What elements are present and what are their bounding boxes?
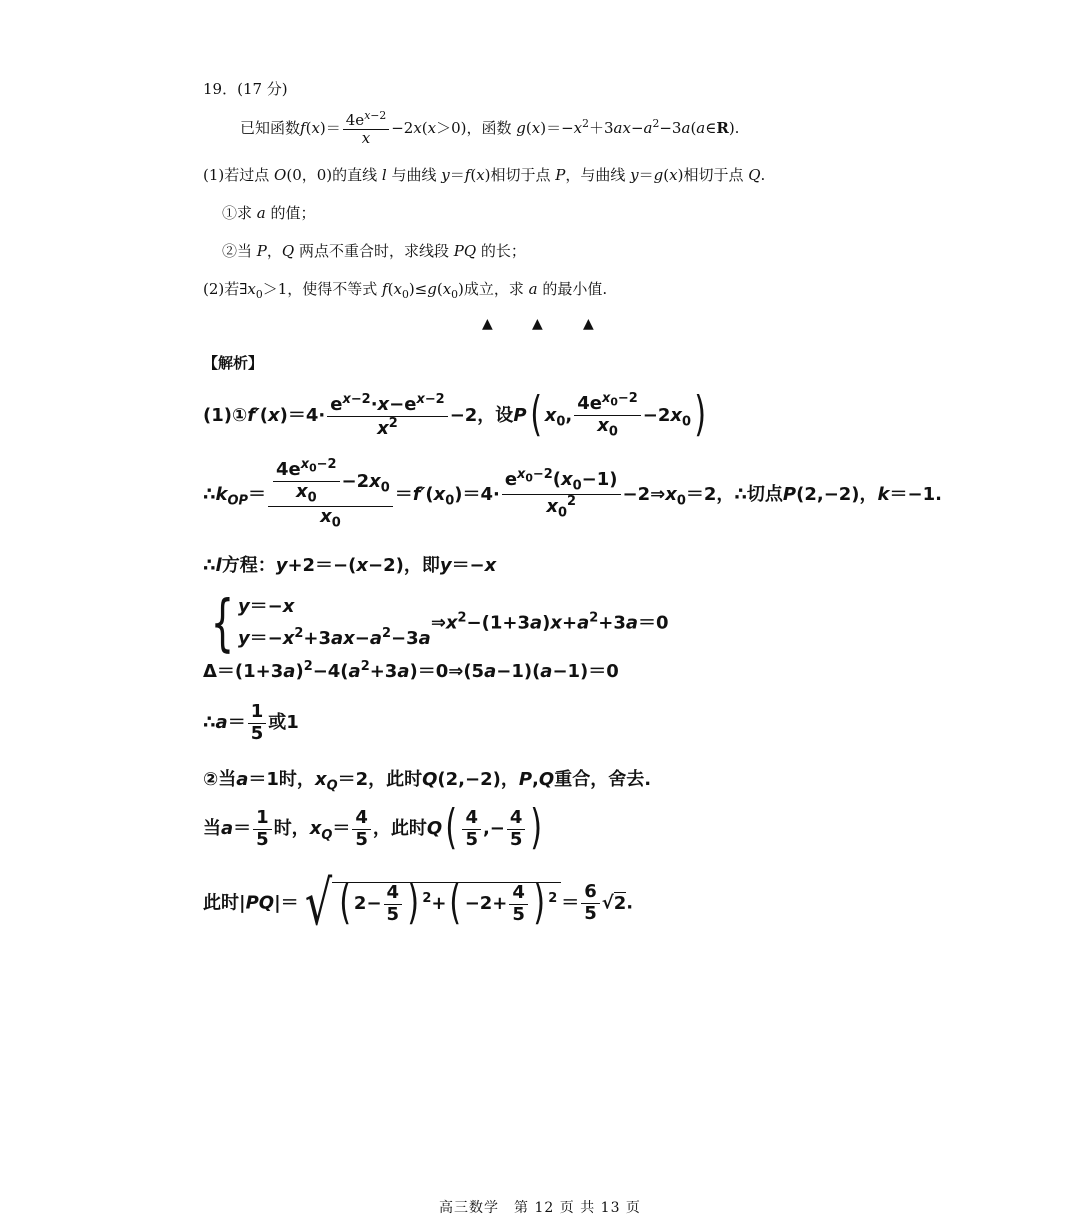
problem-number: 19．(17 分): [203, 80, 288, 98]
solution-line3: ∴l方程：y+2＝−(x−2)，即y＝−x: [203, 555, 497, 576]
separator-triangle: ▲: [583, 316, 594, 332]
solution-heading: 【解析】: [203, 354, 264, 372]
problem-part2: (2)若$\exists x_0>1$，使得不等式 $f(x_0)\le g(x_0)$成立，求 a 的最小值.: [203, 280, 608, 301]
solution-line8: 当a＝ $\frac{1}{5}$ 时，$x_Q=$ $\frac{4}{5}$ ，此时Q( $\frac{4}{5}$ ,− $\frac{4}{5}$ ): [203, 801, 543, 856]
separator-triangle: ▲: [532, 316, 543, 332]
problem-given: 已知函数f(x)＝ $\frac{4e^{x-2}}{x}$ −2x(x＞0)，函数 $g(x)=-x^2+3ax-a^2-3a(a\in R)$.: [240, 109, 740, 148]
solution-line7: ②当a＝1时，$x_Q=2$，此时Q(2,−2)，P,Q重合，舍去.: [203, 769, 652, 794]
problem-part1-q2: ②当 P，Q 两点不重合时，求线段 PQ 的长；: [222, 242, 526, 260]
solution-line1: (1)①f′(x)＝4· $\frac{e^{x-2}\cdot x-e^{x-2}}{x^2}$ −2，设P( $x_0$, $\frac{4e^{x_0-2}}{x_0}$ $-2x_0$): [203, 388, 707, 443]
solution-line4: { y＝−x $y=-x^2+3ax-a^2-3a$ $\Rightarrow x^2-(1+3a)x+a^2+3a=0$: [210, 588, 669, 659]
solution-line2: $\therefore k_{OP}=$ $\frac{4e^{x_0-2}}{x_0}$ $-2x_0$ $x_0$ $=f'(x_0)=4\cdot$ $\frac{e^{x_0-2}(x_0-1)}{x_0^2}$ $-2\Rightarrow x_0=2$，∴切点P(2,−2)，k＝−1.: [203, 457, 942, 531]
problem-part1: (1)若过点 O(0，0)的直线 l 与曲线 y＝f(x)相切于点 P，与曲线 y＝g(x)相切于点 Q.: [203, 166, 766, 184]
solution-line9: 此时|PQ|＝√ ( 2− $\frac{4}{5}$ ) $^2$+( −2+ $\frac{4}{5}$ ) $^2$ ＝ $\frac{6}{5}$ √2.: [203, 868, 634, 939]
solution-line5: $\Delta=(1+3a)^2-4(a^2+3a)=0\Rightarrow(5a-1)(a-1)=0$: [203, 659, 619, 682]
solution-line6: ∴a＝ $\frac{1}{5}$ 或1: [203, 701, 299, 744]
page-footer: 高三数学 第 12 页 共 13 页: [439, 1200, 641, 1216]
problem-part1-q1: ①求 a 的值；: [222, 204, 316, 222]
separator-triangle: ▲: [482, 316, 493, 332]
